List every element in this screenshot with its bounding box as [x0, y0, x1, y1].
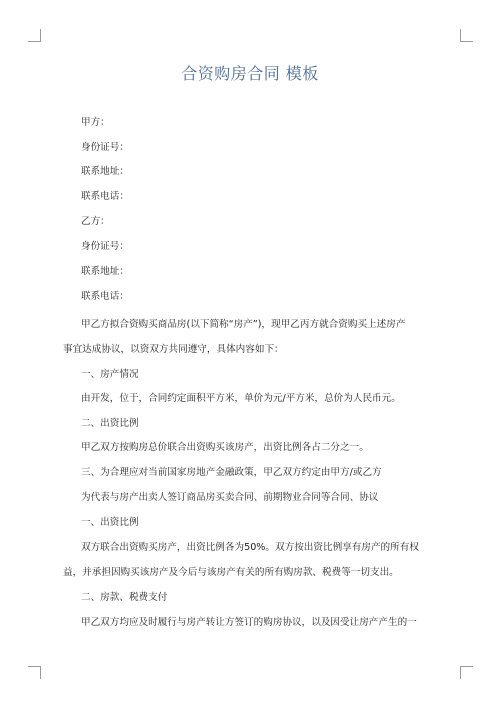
party-b-address-label: 联系地址：: [81, 266, 129, 277]
paragraph-line: 甲乙双方均应及时履行与房产转让方签订的购房协议，以及因受让房产产生的一: [81, 617, 417, 628]
section-heading: 二、房款、税费支付: [81, 592, 168, 603]
section-heading: 二、出资比例: [81, 418, 139, 429]
paragraph-line: 为代表与房产出卖人签订商品房买卖合同、前期物业合同等合同、协议: [81, 492, 379, 503]
document-title: 合资购房合同 模板: [181, 64, 319, 83]
corner-mark-top-left: [28, 29, 41, 42]
party-b-label: 乙方：: [81, 216, 110, 227]
party-a-label: 甲方：: [81, 117, 110, 128]
section-heading: 一、房产情况: [81, 369, 139, 380]
paragraph-line: 益，并承担因购买该房产及今后与该房产有关的所有购房款、税费等一切支出。: [63, 567, 399, 578]
paragraph-line: 甲乙方拟合资购买商品房(以下简称“房产”)，现甲乙丙方就合资购买上述房产: [81, 319, 406, 330]
paragraph-line: 双方联合出资购买房产，出资比例各为50%。双方按出资比例享有房产的所有权: [81, 542, 419, 553]
corner-mark-bottom-left: [28, 666, 41, 679]
party-a-phone-label: 联系电话：: [81, 191, 129, 202]
party-a-address-label: 联系地址：: [81, 166, 129, 177]
section-heading: 一、出资比例: [81, 517, 139, 528]
paragraph-line: 由开发，位于，合同约定面积平方米，单价为元/平方米，总价为人民币元。: [81, 393, 401, 404]
party-b-phone-label: 联系电话：: [81, 291, 129, 302]
corner-mark-top-right: [460, 29, 473, 42]
paragraph-line: 三、为合理应对当前国家房地产金融政策，甲乙双方约定由甲方/或乙方: [81, 467, 382, 478]
paragraph-line: 甲乙双方按购房总价联合出资购买该房产，出资比例各占二分之一。: [81, 442, 369, 453]
corner-mark-bottom-right: [460, 666, 473, 679]
party-a-id-label: 身份证号：: [81, 142, 129, 153]
paragraph-line: 事宜达成协议，以资双方共同遵守，具体内容如下：: [63, 344, 284, 355]
party-b-id-label: 身份证号：: [81, 241, 129, 252]
